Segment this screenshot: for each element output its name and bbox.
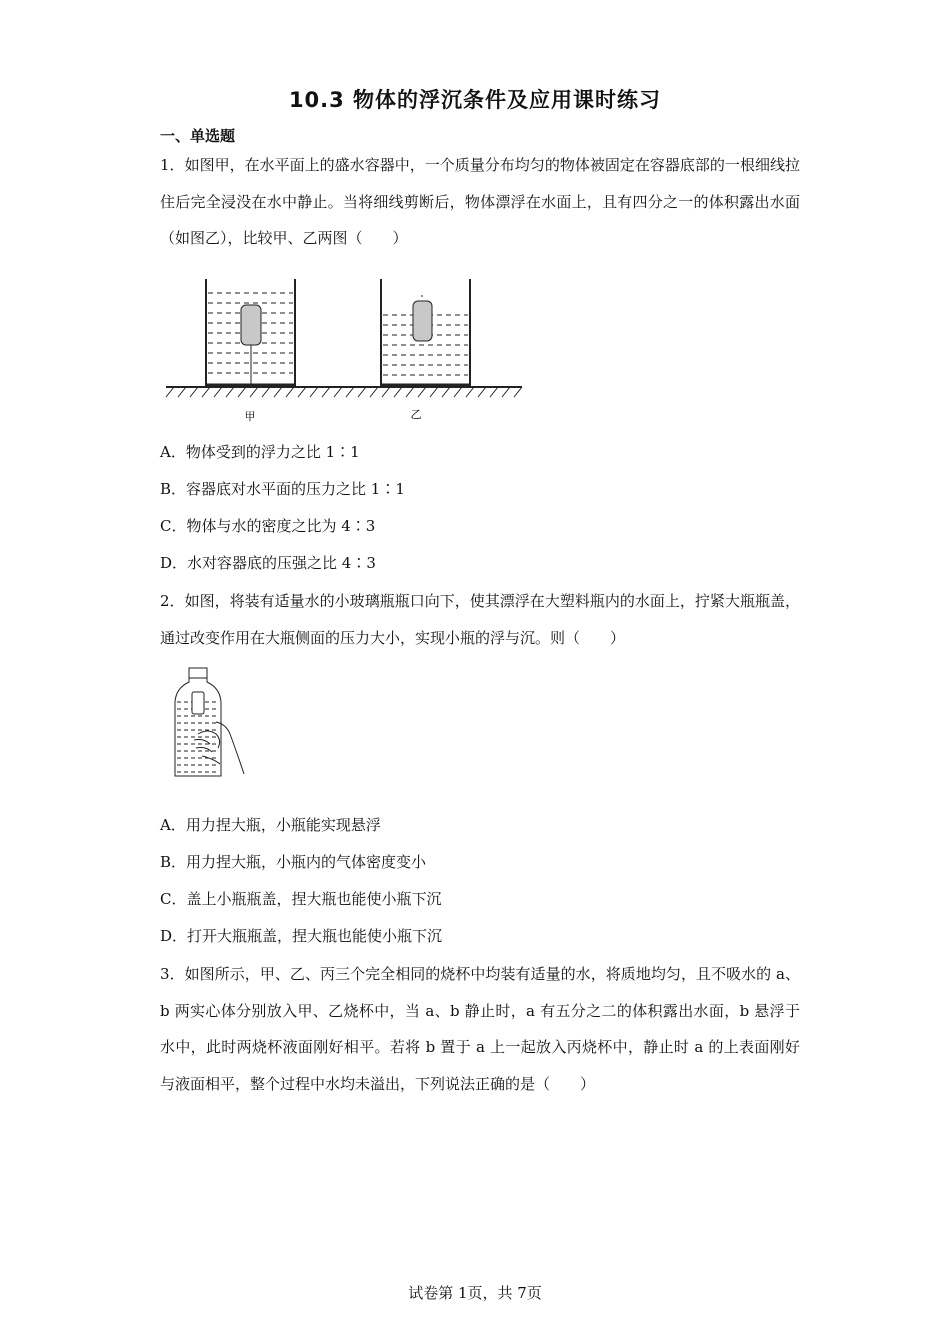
question-3-stem: 3．如图所示，甲、乙、丙三个完全相同的烧杯中均装有适量的水，将质地均匀，且不吸水的 a、b 两实心体分别放入甲、乙烧杯中，当 a、b 静止时，a 有五分之二的体积露出水面，b 悬浮于水中，此时两烧杯液面刚好相平。若将 b 置于 a 上一起放入丙烧杯中，静止时 a 的上表面刚好与液面相平，整个过程中水均未溢出，下列说法正确的是（ ） (160, 965, 800, 1093)
question-1-option-b: B．容器底对水平面的压力之比 1∶1 (160, 480, 405, 498)
figure-label-jia: 甲 (244, 410, 256, 423)
question-1-option-c: C．物体与水的密度之比为 4∶3 (160, 517, 376, 535)
section-heading: 一、单选题 (160, 127, 236, 145)
question-2-option-c: C．盖上小瓶瓶盖，捏大瓶也能使小瓶下沉 (160, 890, 442, 908)
figure-label-yi: 乙 (410, 408, 422, 421)
question-1-option-a: A．物体受到的浮力之比 1∶1 (160, 443, 360, 461)
page-title: 10.3 物体的浮沉条件及应用课时练习 (288, 88, 662, 112)
question-1-stem: 1．如图甲，在水平面上的盛水容器中，一个质量分布均匀的物体被固定在容器底部的一根细线拉住后完全浸没在水中静止。当将细线剪断后，物体漂浮在水面上，且有四分之一的体积露出水面（如图乙），比较甲、乙两图（ ） (160, 156, 800, 247)
question-2-stem: 2．如图，将装有适量水的小玻璃瓶瓶口向下，使其漂浮在大塑料瓶内的水面上，拧紧大瓶瓶盖，通过改变作用在大瓶侧面的压力大小，实现小瓶的浮与沉。则（ ） (160, 592, 800, 647)
question-1-figure (160, 275, 525, 425)
page-footer: 试卷第 1页，共 7页 (408, 1284, 542, 1302)
question-2-option-a: A．用力捏大瓶，小瓶能实现悬浮 (160, 816, 381, 834)
question-1-option-d: D．水对容器底的压强之比 4∶3 (160, 554, 376, 572)
question-2-option-d: D．打开大瓶瓶盖，捏大瓶也能使小瓶下沉 (160, 927, 443, 945)
question-2-option-b: B．用力捏大瓶，小瓶内的气体密度变小 (160, 853, 427, 871)
question-2-figure (168, 664, 248, 782)
